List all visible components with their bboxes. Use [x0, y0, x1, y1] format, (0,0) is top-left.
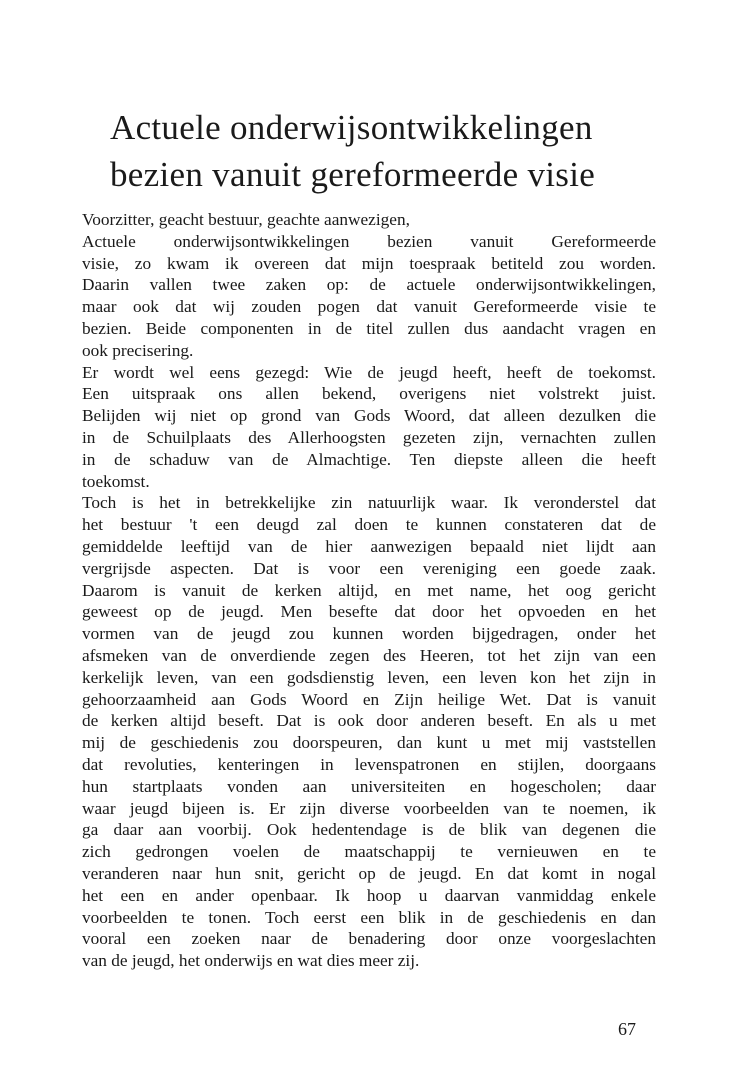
title-line-2: bezien vanuit gereformeerde visie — [110, 155, 596, 194]
title-line-1: Actuele onderwijsontwikkelingen — [110, 108, 593, 147]
text-line: Een uitspraak ons allen bekend, overigens niet volstrekt juist. — [82, 384, 656, 404]
text-line: Voorzitter, geacht bestuur, geachte aanwezigen, — [82, 210, 410, 229]
text-line: dat revoluties, kenteringen in levenspatronen en stijlen, doorgaans — [82, 754, 656, 774]
text-line: Belijden wij niet op grond van Gods Woord, dat alleen dezulken die — [82, 406, 656, 426]
text-line: vooral een zoeken naar de benadering door onze voorgeslachten — [82, 929, 656, 949]
text-line: gehoorzaamheid aan Gods Woord en Zijn heilige Wet. Dat is vanuit — [82, 689, 656, 709]
text-line: maar ook dat wij zouden pogen dat vanuit Gereformeerde visie te — [82, 297, 656, 317]
text-line: hun startplaats vonden aan universiteiten en hogescholen; daar — [82, 776, 656, 796]
text-line: de kerken altijd beseft. Dat is ook door anderen beseft. En als u met — [82, 711, 656, 731]
text-line: waar jeugd bijeen is. Er zijn diverse voorbeelden van te noemen, ik — [82, 798, 656, 818]
text-line: toekomst. — [82, 471, 150, 491]
text-line: Er wordt wel eens gezegd: Wie de jeugd heeft, heeft de toekomst. — [82, 362, 656, 382]
text-line: in de schaduw van de Almachtige. Ten diepste alleen die heeft — [82, 449, 656, 469]
text-line: ga daar aan voorbij. Ook hedentendage is de blik van degenen die — [82, 820, 656, 840]
text-line: vergrijsde aspecten. Dat is voor een vereniging een goede zaak. — [82, 558, 656, 578]
text-line: Toch is het in betrekkelijke zin natuurlijk waar. Ik veronderstel dat — [82, 493, 656, 513]
text-line: geweest op de jeugd. Men besefte dat door het opvoeden en het — [82, 602, 656, 622]
text-line: mij de geschiedenis zou doorspeuren, dan kunt u met mij vaststellen — [82, 733, 656, 753]
text-line: in de Schuilplaats des Allerhoogsten gezeten zijn, vernachten zullen — [82, 427, 656, 447]
page-number: 67 — [618, 1019, 636, 1039]
body-text — [82, 209, 656, 972]
text-line: veranderen naar hun snit, gericht op de jeugd. En dat komt in nogal — [82, 863, 656, 883]
text-line: het bestuur 't een deugd zal doen te kunnen constateren dat de — [82, 515, 656, 535]
text-line: bezien. Beide componenten in de titel zullen dus aandacht vragen en — [82, 318, 656, 338]
text-line: van de jeugd, het onderwijs en wat dies meer zij. — [82, 951, 420, 971]
text-line: vormen van de jeugd zou kunnen worden bijgedragen, onder het — [82, 624, 656, 644]
text-line: zich gedrongen voelen de maatschappij te vernieuwen en te — [82, 842, 656, 862]
text-line: ook precisering. — [82, 340, 194, 360]
text-line: Daarom is vanuit de kerken altijd, en met name, het oog gericht — [82, 580, 656, 600]
page-title — [110, 104, 710, 198]
text-line: visie, zo kwam ik overeen dat mijn toespraak betiteld zou worden. — [82, 253, 656, 273]
text-line: het een en ander openbaar. Ik hoop u daarvan vanmiddag enkele — [82, 885, 656, 905]
text-line: Daarin vallen twee zaken op: de actuele onderwijsontwikkelingen, — [82, 275, 656, 295]
text-line: gemiddelde leeftijd van de hier aanwezigen bepaald niet lijdt aan — [82, 536, 656, 556]
text-line: afsmeken van de onverdiende zegen des Heeren, tot het zijn van een — [82, 645, 656, 665]
text-line: Actuele onderwijsontwikkelingen bezien vanuit Gereformeerde — [82, 231, 656, 251]
text-line: voorbeelden te tonen. Toch eerst een blik in de geschiedenis en dan — [82, 907, 656, 927]
text-line: kerkelijk leven, van een godsdienstig leven, een leven kon het zijn in — [82, 667, 656, 687]
